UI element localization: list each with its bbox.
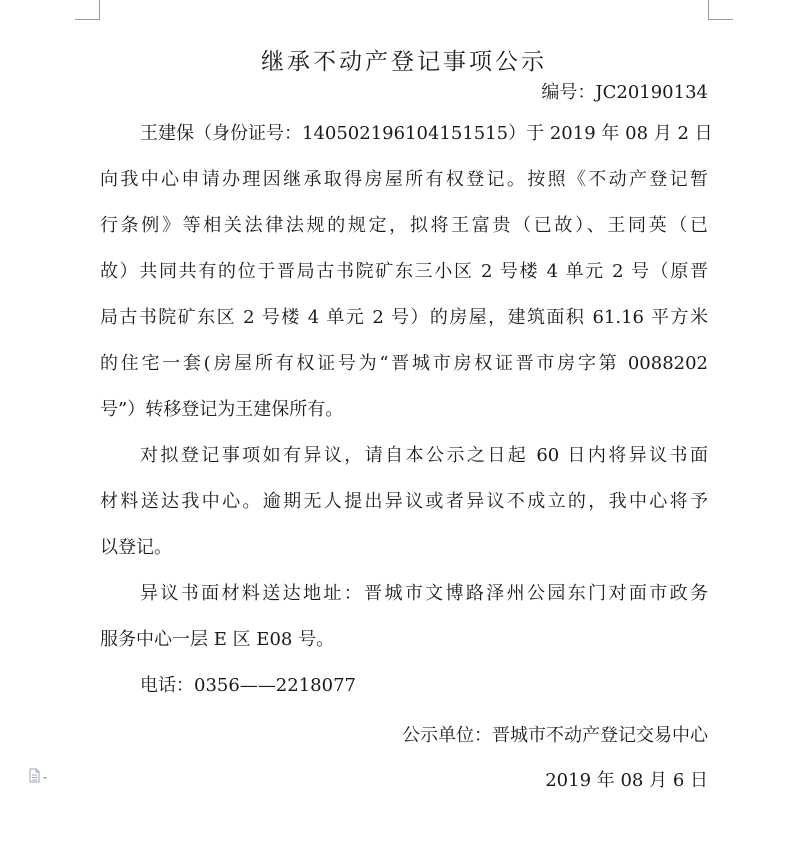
text-line: 故）共同共有的位于晋局古书院矿东三小区 2 号楼 4 单元 2 号（原晋 [100, 261, 708, 282]
text-line: 行条例》等相关法律法规的规定，拟将王富贵（已故）、王同英（已 [100, 215, 708, 236]
document-number: 编号：JC20190134 [541, 82, 708, 103]
crop-mark-top-left-vertical [99, 0, 100, 20]
paragraph-announcement [100, 111, 713, 433]
document-icon[interactable] [28, 768, 50, 784]
text-line: 服务中心一层 E 区 E08 号。 [100, 629, 335, 650]
crop-mark-top-left-horizontal [75, 19, 100, 20]
page-title: 继承不动产登记事项公示 [261, 49, 547, 76]
crop-mark-top-right-vertical [708, 0, 709, 20]
text-line: 材料送达我中心。逾期无人提出异议或者异议不成立的，我中心将予 [100, 491, 708, 512]
phone-line [100, 663, 708, 709]
text-line: 向我中心申请办理因继承取得房屋所有权登记。按照《不动产登记暂 [100, 169, 708, 190]
phone-text: 电话：0356——2218077 [140, 675, 356, 696]
paragraph-address [100, 571, 708, 663]
crop-mark-top-right-horizontal [708, 19, 733, 20]
paragraph-objection [100, 433, 708, 571]
text-line: 异议书面材料送达地址：晋城市文博路泽州公园东门对面市政务 [140, 583, 708, 604]
text-line: 号”）转移登记为王建保所有。 [100, 399, 344, 420]
publisher-line: 公示单位：晋城市不动产登记交易中心 [402, 725, 708, 746]
text-line: 局古书院矿东区 2 号楼 4 单元 2 号）的房屋，建筑面积 61.16 平方米 [100, 307, 708, 328]
text-line: 的住宅一套(房屋所有权证号为“晋城市房权证晋市房字第 0088202 [100, 353, 708, 374]
text-line: 以登记。 [100, 537, 172, 558]
date-line: 2019 年 08 月 6 日 [545, 770, 708, 791]
text-line: 对拟登记事项如有异议，请自本公示之日起 60 日内将异议书面 [140, 445, 708, 466]
text-line: 王建保（身份证号：140502196104151515）于 2019 年 08 月 2 日 [140, 123, 713, 144]
